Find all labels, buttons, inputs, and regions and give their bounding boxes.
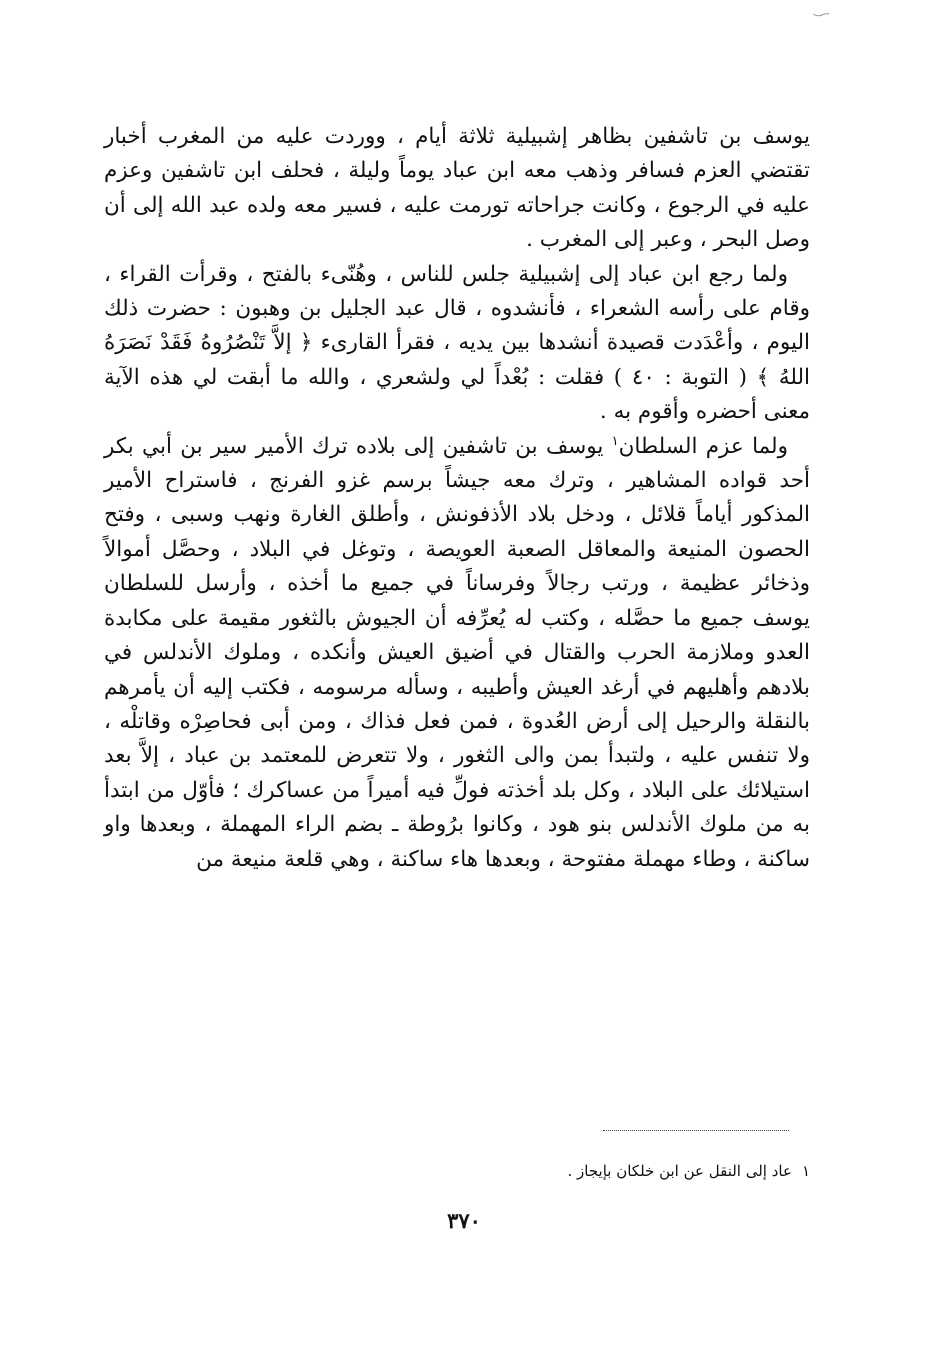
footnote: [567, 1160, 810, 1182]
main-text: [104, 120, 810, 877]
footnote-number: ١: [801, 1162, 810, 1180]
footnote-marker[interactable]: ١: [611, 433, 619, 449]
paragraph-3-continuation: يوسف بن تاشفين إلى بلاده ترك الأمير سير بن أبي بكر أحد قواده المشاهير ، وترك معه جيشاً برسم غزو الفرنج ، فاستراح الأمير المذكور أياماً قلائل ، ودخل بلاد الأذفونش ، وأطلق الغارة ونهب وسبى ، وفتح الحصون المنيعة والمعاقل الصعبة العويصة ، وتوغل في البلاد ، وحصَّل أموالاً وذخائر عظيمة ، ورتب رجالاً وفرساناً في جميع ما أخذه ، وأرسل للسلطان يوسف جميع ما حصَّله ، وكتب له يُعرِّفه أن الجيوش بالثغور مقيمة على مكابدة العدو وملازمة الحرب والقتال في أضيق العيش وأنكده ، وملوك الأندلس في بلادهم وأهليهم في أرغد العيش وأطيبه ، وسأله مرسومه ، فكتب إليه أن يأمرهم بالنقلة والرحيل إلى أرض العُدوة ، فمن فعل فذاك ، ومن أبى فحاصِرْه وقاتلْه ، ولا تنفس عليه ، ولتبدأ بمن والى الثغور ، ولا تتعرض للمعتمد بن عباد ، إلاَّ بعد استيلائك على البلاد ، وكل بلد أخذته فولِّ فيه أميراً من عساكرك ؛ فأوّل من ابتدأ به من ملوك الأندلس بنو هود ، وكانوا برُوطة ـ بضم الراء المهملة ، وبعدها واو ساكنة ، وطاء مهملة مفتوحة ، وبعدها هاء ساكنة ، وهي قلعة منيعة من: [104, 433, 810, 872]
footnote-text: عاد إلى النقل عن ابن خلكان بإيجاز .: [567, 1162, 792, 1180]
paragraph-3-text: ولما عزم السلطان: [618, 433, 788, 459]
scan-mark: [812, 12, 830, 18]
paragraph-3: [104, 430, 810, 877]
paragraph-1: [104, 120, 810, 258]
footnote-divider: [603, 1130, 789, 1131]
page-number: ٣٧٠: [447, 1208, 481, 1233]
paragraph-2: [104, 258, 810, 430]
paragraph-2-text: ولما رجع ابن عباد إلى إشبيلية جلس للناس ، وهُنّىء بالفتح ، وقرأت القراء ، وقام على رأسه الشعراء ، فأنشدوه ، قال عبد الجليل بن وهبون : حضرت ذلك اليوم ، وأعْدَدت قصيدة أنشدها بين يديه ، فقرأ القارىء ﴿ إلاَّ تَنْصُرُوهُ فَقَدْ نَصَرَهُ اللهُ ﴾ ( التوبة : ٤٠ ) فقلت : بُعْداً لي ولشعري ، والله ما أبقت لي هذه الآية معنى أحضره وأقوم به .: [104, 261, 810, 425]
paragraph-1-text: يوسف بن تاشفين بظاهر إشبيلية ثلاثة أيام ، ووردت عليه من المغرب أخبار تقتضي العزم فسافر وذهب معه ابن عباد يوماً وليلة ، فحلف ابن تاشفين وعزم عليه في الرجوع ، وكانت جراحاته تورمت عليه ، فسير معه ولده عبد الله إلى أن وصل البحر ، وعبر إلى المغرب .: [104, 124, 810, 253]
